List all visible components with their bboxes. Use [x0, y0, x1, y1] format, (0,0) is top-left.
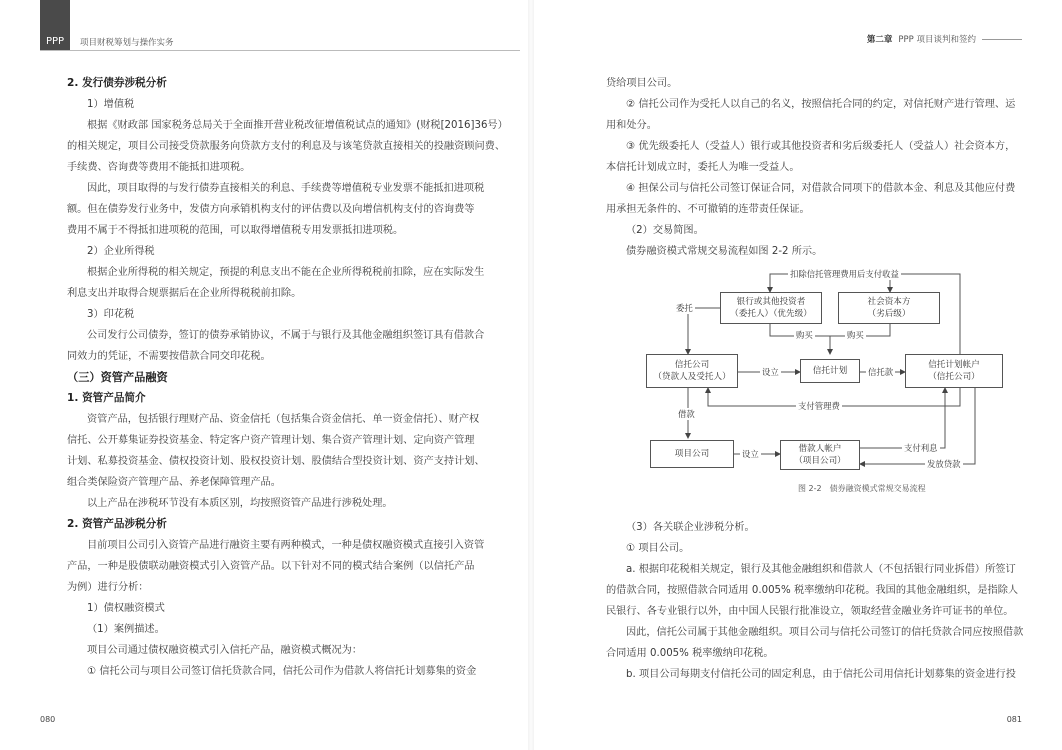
- paragraph-line: 项目公司通过债权融资模式引入信托产品，融资模式概况为：: [87, 645, 363, 656]
- paragraph-line: ① 信托公司与项目公司签订信托贷款合同，信托公司作为借款人将信托计划募集的资金: [87, 666, 477, 677]
- paragraph-line: 合同适用 0.005% 税率缴纳印花税。: [606, 648, 774, 659]
- label-entrust: 委托: [676, 303, 693, 313]
- chapter-rule: [982, 39, 1022, 40]
- subheading: 1）增值税: [87, 99, 135, 110]
- paragraph-line: 同效力的凭证，不需要按借款合同交印花税。: [67, 351, 271, 362]
- left-page-body: [67, 73, 508, 682]
- subheading: 3）印花税: [87, 309, 135, 320]
- right-page-body-bottom: [606, 517, 1023, 685]
- paragraph-line: ④ 担保公司与信托公司签订保证合同，对借款合同项下的借款本金、利息及其他应付费: [626, 183, 1016, 194]
- box-line: 银行或其他投资者: [736, 297, 806, 307]
- book-title: 项目财税筹划与操作实务: [80, 38, 174, 48]
- transaction-diagram: [600, 262, 1040, 492]
- paragraph-line: 目前项目公司引入资管产品进行融资主要有两种模式，一种是债权融资模式直接引入资管: [87, 540, 485, 551]
- paragraph-line: 本信托计划成立时，委托人为唯一受益人。: [606, 162, 800, 173]
- paragraph-line: 债券融资模式常规交易流程如图 2-2 所示。: [626, 246, 823, 257]
- box-project-company: [650, 440, 734, 468]
- label-pay-mgmt-fee: 支付管理费: [798, 401, 840, 411]
- paragraph-line: 公司发行公司债券，签订的债券承销协议，不属于与银行及其他金融组织签订具有借款合: [87, 330, 485, 341]
- box-line: （劣后级）: [867, 309, 911, 319]
- paragraph-line: a. 根据印花税相关规定，银行及其他金融组织和借款人（不包括银行同业拆借）所签订: [626, 564, 1016, 575]
- paragraph-line: 根据企业所得税的相关规定，预提的利息支出不能在企业所得税税前扣除，应在实际发生: [87, 267, 485, 278]
- label-issue-loan: 发放贷款: [927, 459, 961, 469]
- subheading: （3）各关联企业涉税分析。: [626, 522, 755, 533]
- paragraph-line: 组合类保险资产管理产品、养老保障管理产品。: [67, 477, 281, 488]
- section-heading: 2. 资管产品涉税分析: [67, 518, 167, 530]
- paragraph-line: 贷给项目公司。: [606, 78, 678, 89]
- box-trust-plan: [800, 359, 860, 383]
- subheading: 2）企业所得税: [87, 246, 155, 257]
- box-borrower-account: [780, 440, 860, 470]
- chapter-title: PPP 项目谈判和签约: [898, 35, 976, 45]
- ppp-tab: [40, 0, 70, 50]
- box-bank-investors: [720, 292, 822, 324]
- paragraph-line: 为例）进行分析：: [67, 582, 149, 593]
- section-heading: 2. 发行债券涉税分析: [67, 77, 167, 89]
- label-pay-interest: 支付利息: [904, 443, 938, 453]
- box-trust-account: [905, 354, 1003, 388]
- paragraph-line: 信托、公开募集证券投资基金、特定客户资产管理计划、集合资产管理计划、定向资产管理: [67, 435, 475, 446]
- box-line: （贷款人及受托人）: [653, 372, 731, 382]
- box-line: 信托计划: [812, 366, 848, 376]
- paragraph-line: 民银行、各专业银行以外，由中国人民银行批准设立，领取经营金融业务许可证书的单位。: [606, 606, 1014, 617]
- page-number-right: 081: [1006, 715, 1022, 724]
- subheading: （1）案例描述。: [87, 624, 165, 635]
- label-buy-2: 购买: [847, 330, 864, 340]
- paragraph-line: ② 信托公司作为受托人以自己的名义，按照信托合同的约定，对信托财产进行管理、运: [626, 99, 1016, 110]
- paragraph-line: 费用不属于不得抵扣进项税的范围，可以取得增值税专用发票抵扣进项税。: [67, 225, 404, 236]
- label-top-return: 扣除信托管理费用后支付收益: [790, 269, 899, 279]
- box-trust-company: [646, 354, 738, 388]
- paragraph-line: b. 项目公司每期支付信托公司的固定利息，由于信托公司用信托计划募集的资金进行投: [626, 669, 1016, 680]
- paragraph-line: 产品，一种是股债联动融资模式引入资管产品。以下针对不同的模式结合案例（以信托产品: [67, 561, 475, 572]
- section-heading: （三）资管产品融资: [67, 371, 168, 384]
- label-setup-2: 设立: [742, 449, 759, 459]
- box-line: （信托公司）: [928, 372, 980, 382]
- paragraph-line: 资管产品，包括银行理财产品、资金信托（包括集合资金信托、单一资金信托）、财产权: [87, 414, 480, 425]
- subheading: 1）债权融资模式: [87, 603, 165, 614]
- box-line: 项目公司: [674, 449, 710, 459]
- chapter-header: [867, 33, 1022, 45]
- paragraph-line: 以上产品在涉税环节没有本质区别，均按照资管产品进行涉税处理。: [87, 498, 393, 509]
- pay-interest-arrow: [856, 388, 945, 448]
- header-rule: [40, 50, 520, 51]
- label-loan: 借款: [678, 409, 695, 419]
- subheading: ① 项目公司。: [626, 543, 690, 554]
- paragraph-line: 的借款合同，按照借款合同适用 0.005% 税率缴纳印花税。我国的其他金融组织，是指除人: [606, 585, 1019, 596]
- label-buy-1: 购买: [796, 330, 813, 340]
- box-line: 信托计划帐户: [928, 360, 980, 370]
- paragraph-line: 计划、私募投资基金、债权投资计划、股权投资计划、股债结合型投资计划、资产支持计划、: [67, 456, 485, 467]
- figure-caption: 图 2-2 债券融资模式常规交易流程: [798, 484, 926, 493]
- paragraph-line: 手续费、咨询费等费用不能抵扣进项税。: [67, 162, 251, 173]
- spread-gutter: [528, 0, 534, 750]
- paragraph-line: 利息支出并取得合规票据后在企业所得税税前扣除。: [67, 288, 302, 299]
- page-number-left: 080: [40, 715, 56, 724]
- box-social-capital: [838, 292, 940, 324]
- label-trust-funds: 信托款: [868, 367, 894, 377]
- box-line: （项目公司）: [794, 456, 846, 466]
- section-heading: 1. 资管产品简介: [67, 392, 146, 404]
- ppp-tab-label: PPP: [45, 36, 65, 47]
- subheading: （2）交易简图。: [626, 225, 704, 236]
- paragraph-line: ③ 优先级委托人（受益人）银行或其他投资者和劣后级委托人（受益人）社会资本方，: [626, 141, 1016, 152]
- paragraph-line: 用承担无条件的、不可撤销的连带责任保证。: [606, 204, 810, 215]
- paragraph-line: 的相关规定，项目公司接受贷款服务向贷款方支付的利息及与该笔贷款直接相关的投融资顾问费、: [67, 141, 506, 152]
- label-setup-1: 设立: [762, 367, 779, 377]
- paragraph-line: 用和处分。: [606, 120, 657, 131]
- box-line: （委托人）（优先级）: [730, 309, 812, 319]
- box-line: 社会资本方: [867, 297, 911, 307]
- box-line: 借款人帐户: [798, 444, 842, 454]
- chapter-number: 第二章: [866, 35, 893, 45]
- paragraph-line: 因此，项目取得的与发行债券直接相关的利息、手续费等增值税专业发票不能抵扣进项税: [87, 183, 485, 194]
- paragraph-line: 根据《财政部 国家税务总局关于全面推开营业税改征增值税试点的通知》(财税[2016]36号）: [87, 120, 508, 131]
- right-page-body-top: [606, 73, 1015, 262]
- box-line: 信托公司: [674, 360, 710, 370]
- paragraph-line: 额。但在债券发行业务中，发债方向承销机构支付的评估费以及向增信机构支付的咨询费等: [67, 204, 475, 215]
- entrust-arrow: [688, 308, 720, 354]
- paragraph-line: 因此，信托公司属于其他金融组织。项目公司与信托公司签订的信托贷款合同应按照借款: [626, 627, 1024, 638]
